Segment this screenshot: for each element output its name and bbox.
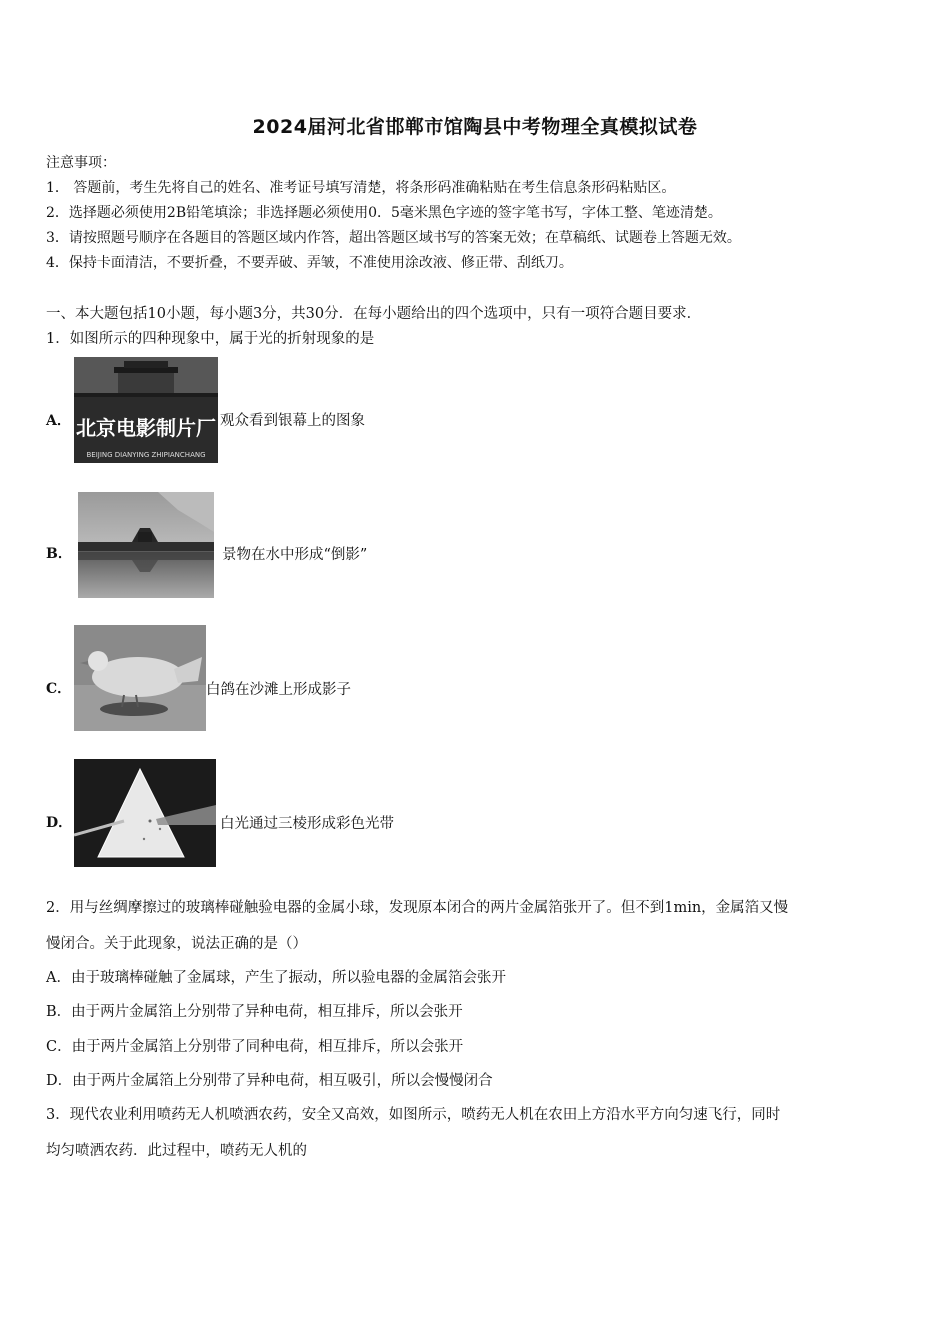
dove-shadow-image (74, 625, 206, 731)
option-letter: B． (46, 546, 72, 562)
option-text: 白光通过三棱形成彩色光带 (220, 816, 394, 832)
notice-item: 2．选择题必须使用2B铅笔填涂；非选择题必须使用0．5毫米黑色字迹的签字笔书写，字体工整、笔迹清楚。 (46, 205, 722, 221)
reflection-image (78, 492, 214, 598)
section-heading: 一、本大题包括10小题，每小题3分，共30分．在每小题给出的四个选项中，只有一项符合题目要求． (46, 306, 702, 322)
page-title: 2024届河北省邯郸市馆陶县中考物理全真模拟试卷 (252, 116, 698, 138)
notice-item: 1． 答题前，考生先将自己的姓名、准考证号填写清楚，将条形码准确粘贴在考生信息条形码粘贴区。 (46, 180, 676, 196)
prism-image (74, 759, 216, 867)
question-3-stem-line2: 均匀喷洒农药．此过程中，喷药无人机的 (46, 1143, 307, 1159)
option-text: 景物在水中形成“倒影” (222, 547, 368, 563)
option-text: 白鸽在沙滩上形成影子 (206, 682, 351, 698)
notice-heading: 注意事项： (46, 155, 116, 171)
option-letter: D． (46, 815, 73, 831)
option-letter: A． (46, 413, 71, 429)
question-3-stem-line1: 3．现代农业利用喷药无人机喷洒农药，安全又高效，如图所示，喷药无人机在农田上方沿水平方向匀速飞行，同时 (46, 1107, 781, 1123)
image-caption-en: BEIJING DIANYING ZHIPIANCHANG (86, 451, 206, 459)
question-2-option-a: A．由于玻璃棒碰触了金属球，产生了振动，所以验电器的金属箔会张开 (46, 970, 506, 986)
question-2-option-d: D．由于两片金属箔上分别带了异种电荷，相互吸引，所以会慢慢闭合 (46, 1073, 493, 1089)
question-1-stem: 1．如图所示的四种现象中，属于光的折射现象的是 (46, 331, 375, 347)
notice-item: 3．请按照题号顺序在各题目的答题区域内作答，超出答题区域书写的答案无效；在草稿纸、试题卷上答题无效。 (46, 230, 741, 246)
image-caption-cn: 北京电影制片厂 (76, 416, 216, 440)
question-2-option-b: B．由于两片金属箔上分别带了异种电荷，相互排斥，所以会张开 (46, 1004, 463, 1020)
option-text: 观众看到银幕上的图象 (220, 413, 365, 429)
question-2-option-c: C．由于两片金属箔上分别带了同种电荷，相互排斥，所以会张开 (46, 1039, 464, 1055)
option-letter: C． (46, 681, 72, 697)
notice-item: 4．保持卡面清洁，不要折叠，不要弄破、弄皱，不准使用涂改液、修正带、刮纸刀。 (46, 255, 573, 271)
film-studio-image (74, 357, 218, 463)
question-2-stem-line2: 慢闭合。关于此现象，说法正确的是（） (46, 936, 307, 952)
question-2-stem-line1: 2．用与丝绸摩擦过的玻璃棒碰触验电器的金属小球，发现原本闭合的两片金属箔张开了。但不到1min，金属箔又慢 (46, 900, 789, 916)
